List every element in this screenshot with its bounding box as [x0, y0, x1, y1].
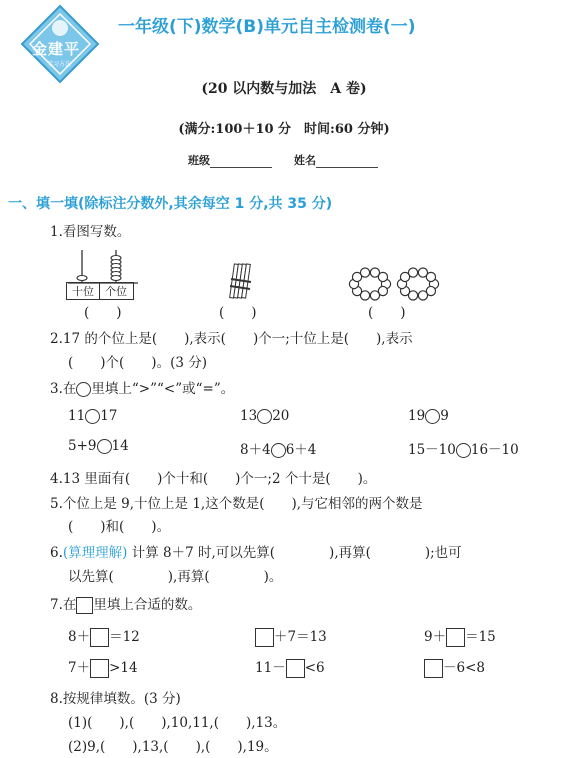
q3-item-right: 6＋4: [285, 442, 317, 458]
q7-item-4: [68, 656, 138, 678]
abacus-ones-label: 个位: [105, 285, 127, 298]
q7-post: ＋7＝13: [274, 629, 327, 645]
q1-answer-1[interactable]: ( ): [84, 305, 122, 321]
q7-title-b: 里填上合适的数。: [93, 597, 202, 613]
bead: [426, 272, 435, 281]
q5-line1: 5.个位上是 9,十位上是 1,这个数是( ),与它相邻的两个数是: [50, 496, 423, 512]
page-title: 一年级(下)数学(B)单元自主检测卷(一): [118, 17, 416, 37]
q7-pre: 11－: [255, 660, 286, 676]
q7-post: <6: [304, 660, 325, 676]
q8-title: 8.按规律填数。(3 分): [50, 691, 181, 707]
q3-item-right: 20: [272, 408, 290, 424]
q7-item-3: [424, 625, 496, 647]
q3-item-3: [408, 408, 449, 424]
logo-text: 金建平: [32, 40, 81, 58]
q2-line1: 2.17 的个位上是( ),表示( )个一;十位上是( ),表示: [50, 331, 413, 347]
q3-item-2: [240, 408, 289, 424]
stick-bundle-figure: [226, 262, 256, 306]
logo-small-text: 学习方法: [47, 61, 72, 68]
q7-item-1: [68, 625, 140, 647]
q1-answer-2[interactable]: ( ): [219, 305, 257, 321]
q7-title-a: 7.在: [50, 597, 77, 613]
name-field[interactable]: [294, 152, 378, 168]
paper-meta: (满分:100＋10 分 时间:60 分钟): [178, 122, 390, 137]
q7-pre: 9＋: [424, 629, 447, 645]
compare-circle[interactable]: [425, 409, 440, 424]
compare-circle[interactable]: [85, 409, 100, 424]
name-label: 姓名: [294, 154, 316, 167]
q3-item-5: [240, 438, 316, 458]
abacus-tens-label: 十位: [67, 283, 100, 299]
q5-line2: ( )和( )。: [68, 519, 171, 535]
q3-item-4: [68, 438, 129, 454]
q7-post: －6<8: [443, 660, 485, 676]
q7-post: ＝12: [109, 629, 140, 645]
answer-box[interactable]: [424, 659, 443, 678]
q3-item-left: 5+9: [68, 438, 97, 454]
q1-title: 1.看图写数。: [50, 224, 131, 240]
circle-icon: [76, 382, 91, 397]
compare-circle[interactable]: [456, 443, 471, 458]
section-1-heading: 一、填一填(除标注分数外,其余每空 1 分,共 35 分): [8, 196, 333, 212]
q7-post: >14: [109, 660, 138, 676]
q3-title: [50, 377, 234, 397]
q6-line1: [50, 541, 462, 561]
q7-title: [50, 593, 201, 614]
q3-item-right: 16－10: [470, 442, 519, 458]
q3-item-left: 19: [408, 408, 426, 424]
compare-circle[interactable]: [271, 443, 286, 458]
q6-tag: (算理理解): [62, 545, 128, 561]
q6-line2: 以先算( ),再算( )。: [68, 569, 283, 585]
q3-title-a: 3.在: [50, 381, 77, 397]
q2-line2: ( )个( )。(3 分): [68, 355, 207, 371]
q3-item-left: 8＋4: [240, 442, 271, 458]
q7-pre: 7＋: [68, 660, 91, 676]
q3-item-6: [408, 438, 519, 458]
answer-box[interactable]: [90, 628, 109, 647]
bead: [370, 291, 379, 300]
q3-item-1: [68, 408, 117, 424]
class-blank[interactable]: [210, 156, 272, 168]
answer-box[interactable]: [286, 659, 305, 678]
q7-item-6: [424, 656, 485, 678]
publisher-logo: [20, 4, 100, 88]
q3-item-right: 9: [440, 408, 449, 424]
answer-box[interactable]: [255, 628, 274, 647]
bead: [360, 268, 369, 277]
q6-text1: 计算 8＋7 时,可以先算( ),再算( );也可: [127, 545, 462, 561]
square-icon: [76, 597, 93, 614]
q7-item-5: [255, 656, 325, 678]
answer-box[interactable]: [90, 659, 109, 678]
q8-line2: (2)9,( ),13,( ),( ),19。: [68, 739, 278, 755]
bead: [378, 272, 387, 281]
q6-num: 6.: [50, 545, 63, 561]
q3-item-left: 11: [68, 408, 86, 424]
q8-line1: (1)( ),( ),10,11,( ),13。: [68, 715, 287, 731]
q7-item-2: [255, 625, 327, 647]
bead: [418, 291, 427, 300]
q1-answer-3[interactable]: ( ): [368, 305, 406, 321]
answer-box[interactable]: [446, 628, 465, 647]
q3-title-b: 里填上“>”“<”或“=”。: [91, 381, 235, 397]
abacus-labels: [66, 282, 134, 300]
bead: [408, 268, 417, 277]
q4-line1: 4.13 里面有( )个十和( )个一;2 个十是( )。: [50, 471, 377, 487]
compare-circle[interactable]: [257, 409, 272, 424]
class-label: 班级: [188, 154, 210, 167]
q3-item-left: 15－10: [408, 442, 456, 458]
q3-item-right: 17: [100, 408, 118, 424]
q3-item-right: 14: [111, 438, 129, 454]
q7-pre: 8＋: [68, 629, 91, 645]
paper-subtitle: (20 以内数与加法 A 卷): [201, 81, 367, 97]
class-field[interactable]: [188, 152, 272, 168]
q7-post: ＝15: [465, 629, 496, 645]
name-blank[interactable]: [316, 156, 378, 168]
compare-circle[interactable]: [97, 439, 112, 454]
q3-item-left: 13: [240, 408, 258, 424]
bead-rings-figure: [346, 266, 442, 306]
